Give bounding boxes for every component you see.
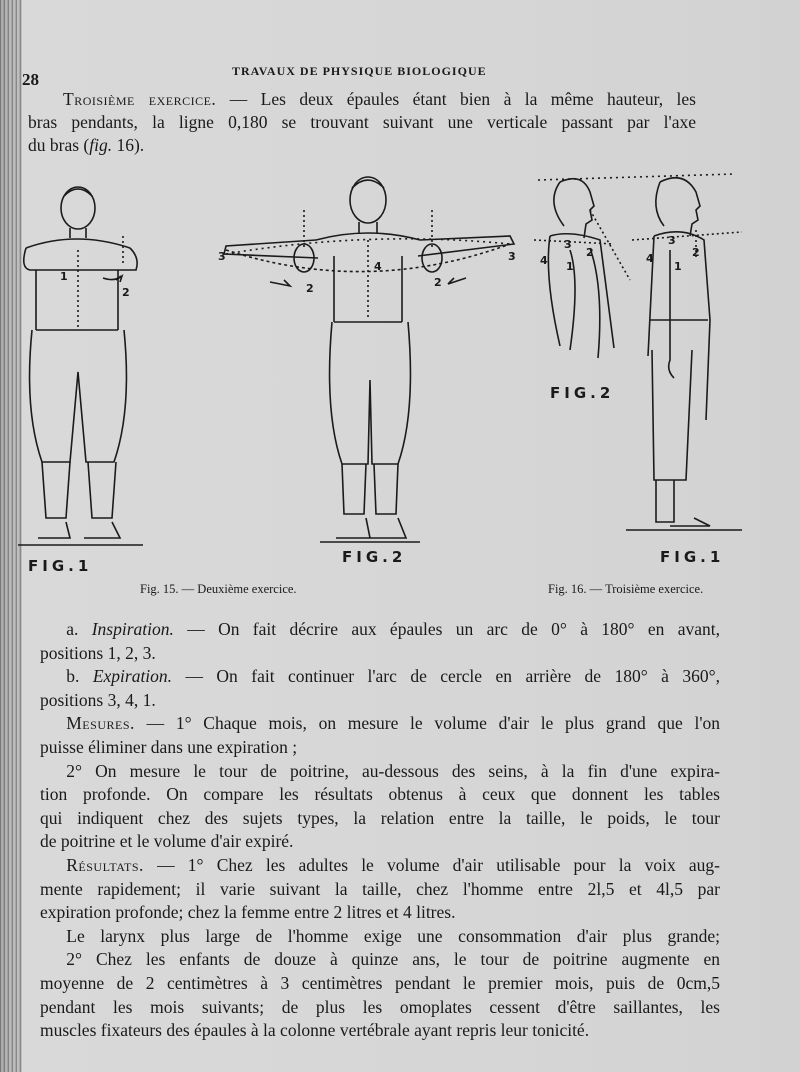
figure-15-front-folded [18, 178, 148, 558]
body-line-5 [40, 712, 720, 736]
body-line-16: moyenne de 2 centimètres à 3 centimètres pendant le premier mois, puis de 0cm,5 [40, 972, 720, 993]
body-line-8: tion profonde. On compare les résultats obtenus à ceux que donnent les tables [40, 784, 720, 805]
marker-2-left: 2 [306, 282, 314, 295]
profile-marker-3b: 3 [668, 234, 676, 247]
profile-marker-4b: 4 [646, 252, 654, 265]
intro-line-3b: 16). [112, 135, 145, 155]
marker-3-left: 3 [218, 250, 226, 263]
intro-line-2: bras pendants, la ligne 0,180 se trouvant suivant une verticale passant par l'axe [28, 112, 696, 132]
resultats-heading: Résultats. [66, 854, 144, 875]
marker-2: 2 [122, 286, 130, 299]
profile-marker-4a: 4 [540, 254, 548, 267]
body-line-1 [40, 618, 720, 642]
body-line-1b: — On fait décrire aux épaules un arc de 0° à 180° en avant, [173, 619, 720, 639]
body-line-7 [40, 760, 720, 784]
body-line-15-text: 2° Chez les enfants de douze à quinze ans, le tour de poitrine augmente en [66, 949, 720, 970]
intro-fig-ref: fig. [89, 135, 113, 155]
marker-2-right: 2 [434, 276, 442, 289]
intro-line-1-text: — Les deux épaules étant bien à la même hauteur, les [216, 89, 696, 109]
body-line-4: positions 3, 4, 1. [40, 689, 156, 710]
figure-16-profiles [530, 170, 750, 550]
intro-paragraph [28, 88, 696, 157]
profile-marker-2b: 2 [692, 246, 700, 259]
body-line-12: mente rapidement; il varie suivant la taille, chez l'homme entre 2l,5 et 4l,5 par [40, 878, 720, 899]
body-line-11b: — 1° Chez les adultes le volume d'air utilisable pour la voix aug- [143, 854, 720, 875]
intro-line-1 [28, 88, 696, 111]
body-line-18: muscles fixateurs des épaules à la colonne vertébrale ayant repris leur tonicité. [40, 1020, 590, 1041]
intro-line-3 [28, 134, 696, 157]
fig15-left-label: FIG.1 [28, 557, 93, 575]
profile-marker-2a: 2 [586, 246, 594, 259]
body-line-17: pendant les mois suivants; de plus les omoplates cessent d'être saillantes, les [40, 996, 720, 1017]
figure-15-arms-extended [216, 170, 520, 550]
running-head: TRAVAUX DE PHYSIQUE BIOLOGIQUE [232, 64, 487, 78]
profile-marker-1b: 1 [674, 260, 682, 273]
marker-3-right: 3 [508, 250, 516, 263]
body-line-6: puisse éliminer dans une expiration ; [40, 736, 298, 757]
body-line-14 [40, 925, 720, 949]
caption-fig-15: Fig. 15. — Deuxième exercice. [140, 582, 297, 596]
body-line-5b: — 1° Chaque mois, on mesure le volume d'air le plus grand que l'on [134, 713, 720, 734]
body-line-1a: a. [66, 619, 92, 639]
intro-line-3a: du bras ( [28, 135, 90, 155]
fig16-top-label: FIG.2 [550, 384, 615, 402]
marker-4: 4 [374, 260, 382, 273]
fig15-center-label: FIG.2 [342, 548, 407, 566]
fig16-right-label: FIG.1 [660, 548, 725, 566]
body-line-15 [40, 948, 720, 972]
body-line-2: positions 1, 2, 3. [40, 642, 156, 663]
mesures-heading: Mesures. [66, 713, 135, 734]
body-line-14-text: Le larynx plus large de l'homme exige une consommation d'air plus grande; [66, 925, 720, 946]
page-number: 28 [22, 70, 39, 89]
profile-marker-3a: 3 [564, 238, 572, 251]
body-line-7-text: 2° On mesure le tour de poitrine, au-dessous des seins, à la fin d'une expira- [66, 760, 720, 781]
body-line-11 [40, 854, 720, 878]
body-line-3a: b. [66, 666, 93, 687]
body-line-13: expiration profonde; chez la femme entre 2 litres et 4 litres. [40, 902, 456, 923]
body-text [40, 618, 720, 1043]
profile-marker-1a: 1 [566, 260, 574, 273]
marker-1: 1 [60, 270, 68, 283]
body-line-10: de poitrine et le volume d'air expiré. [40, 831, 294, 852]
caption-fig-16: Fig. 16. — Troisième exercice. [548, 582, 704, 596]
body-line-3 [40, 665, 720, 689]
body-line-3b: — On fait continuer l'arc de cercle en arrière de 180° à 360°, [172, 666, 720, 687]
inspiration-heading: Inspiration. [91, 619, 174, 639]
exercise-heading: Troisième exercice. [63, 89, 217, 109]
expiration-heading: Expiration. [92, 666, 173, 687]
body-line-9: qui indiquent chez des sujets types, la relation entre la taille, le poids, le tour [40, 807, 720, 828]
